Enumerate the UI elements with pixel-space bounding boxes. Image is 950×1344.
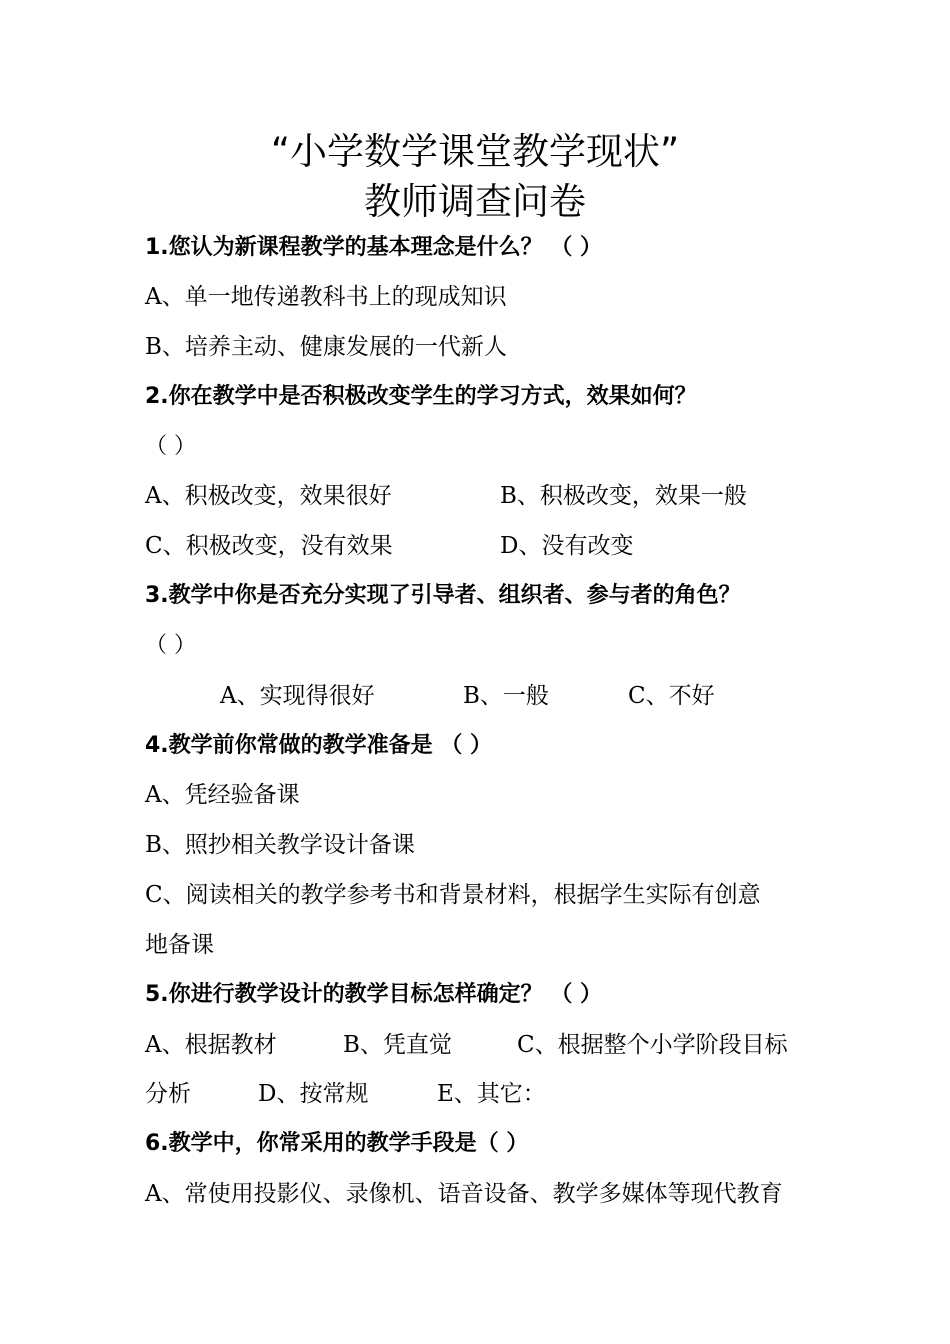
question-3-option-b: B、一般 <box>463 683 549 709</box>
question-4-option-c-continued: 地备课 <box>145 932 214 958</box>
question-5-option-d: D、按常规 <box>258 1081 369 1107</box>
question-5-option-c: C、根据整个小学阶段目标 <box>517 1032 788 1058</box>
question-6: 6.教学中，你常采用的教学手段是（ ） <box>145 1131 529 1156</box>
question-5-option-c-continued: 分析 <box>145 1081 191 1107</box>
question-3-option-a: A、实现得很好 <box>220 683 375 709</box>
question-5-option-b: B、凭直觉 <box>343 1032 452 1058</box>
question-1: 1.您认为新课程教学的基本理念是什么？ （ ） <box>145 235 602 260</box>
question-2-option-c: C、积极改变，没有效果 <box>145 533 393 559</box>
document-title-line-1: “小学数学课堂教学现状” <box>270 130 680 173</box>
question-5-option-a: A、根据教材 <box>145 1032 277 1058</box>
question-1-option-a: A、单一地传递教科书上的现成知识 <box>145 284 507 310</box>
question-6-option-a: A、常使用投影仪、录像机、语音设备、教学多媒体等现代教育 <box>145 1181 783 1207</box>
question-4-option-c: C、阅读相关的教学参考书和背景材料，根据学生实际有创意 <box>145 882 761 908</box>
question-4: 4.教学前你常做的教学准备是 （ ） <box>145 733 492 758</box>
question-3-option-c: C、不好 <box>628 683 715 709</box>
question-4-option-a: A、凭经验备课 <box>145 782 300 808</box>
question-2-option-b: B、积极改变，效果一般 <box>500 483 747 509</box>
question-5: 5.你进行教学设计的教学目标怎样确定？ （ ） <box>145 982 602 1007</box>
document-title-line-2: 教师调查问卷 <box>364 180 586 223</box>
question-3-answer-blank: （ ） <box>145 633 196 658</box>
question-1-option-b: B、培养主动、健康发展的一代新人 <box>145 334 507 360</box>
question-2-option-d: D、没有改变 <box>500 533 634 559</box>
question-2-option-a: A、积极改变，效果很好 <box>145 483 392 509</box>
question-2: 2.你在教学中是否积极改变学生的学习方式，效果如何？ <box>145 384 697 409</box>
question-4-option-b: B、照抄相关教学设计备课 <box>145 832 415 858</box>
question-3: 3.教学中你是否充分实现了引导者、组织者、参与者的角色？ <box>145 583 741 608</box>
question-2-answer-blank: （ ） <box>145 434 196 459</box>
question-5-option-e: E、其它： <box>437 1081 546 1107</box>
